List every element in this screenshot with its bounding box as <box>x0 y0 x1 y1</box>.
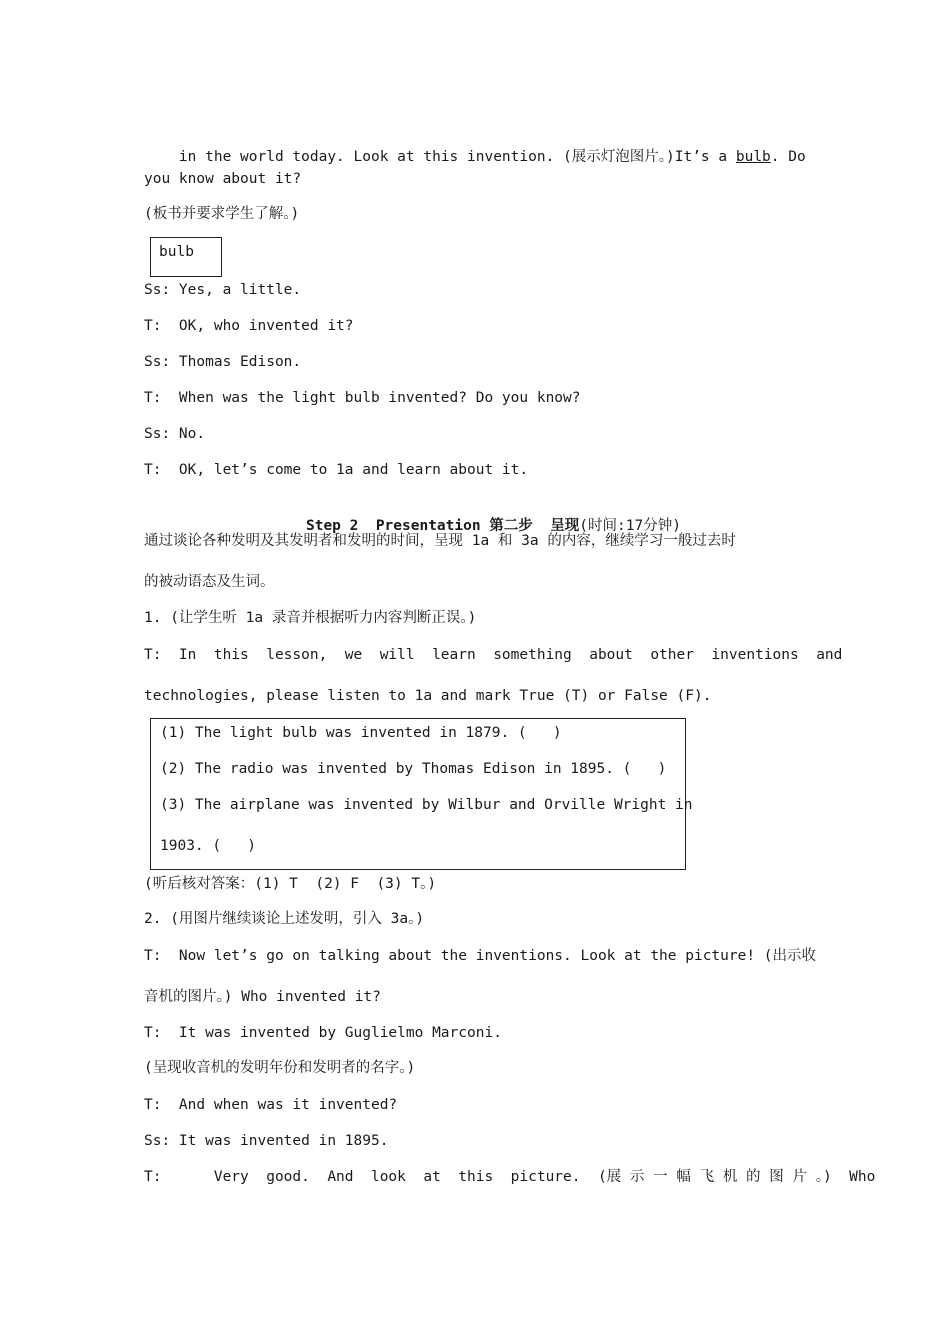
dialogue-line: T: And when was it invented? <box>144 1097 398 1113</box>
quiz-item: 1903. ( ) <box>160 838 257 854</box>
quiz-item: (3) The airplane was invented by Wilbur and Orville Wright in <box>160 797 693 813</box>
step-title: Step 2 Presentation 第二步 呈现 <box>305 518 580 534</box>
dialogue-line: T: Now let’s go on talking about the inventions. Look at the picture! (出示收 <box>144 948 817 964</box>
dialogue-line: T: OK, let’s come to 1a and learn about it. <box>144 462 529 478</box>
text-line: 2. (用图片继续谈论上述发明，引入 3a。) <box>144 911 425 927</box>
text-line: (呈现收音机的发明年份和发明者的名字。) <box>144 1060 416 1076</box>
box-text: bulb <box>159 244 194 260</box>
text-line: (听后核对答案：(1) T (2) F (3) T。) <box>144 876 437 892</box>
step-time: (时间:17分钟) <box>579 518 681 534</box>
dialogue-line: T: OK, who invented it? <box>144 318 354 334</box>
dialogue-line: T: Very good. And look at this picture. (展 示 一 幅 飞 机 的 图 片 。) Who <box>144 1169 876 1185</box>
dialogue-line: Ss: No. <box>144 426 206 442</box>
text-line: technologies, please listen to 1a and mark True (T) or False (F). <box>144 688 712 704</box>
underlined-word: bulb <box>735 149 771 165</box>
text-segment: . Do <box>770 149 806 165</box>
dialogue-line: Ss: It was invented in 1895. <box>144 1133 389 1149</box>
quiz-item: (1) The light bulb was invented in 1879. ( ) <box>160 725 562 741</box>
true-false-box <box>150 718 693 870</box>
dialogue-line: T: In this lesson, we will learn something about other inventions and <box>144 647 843 663</box>
text-line: 通过谈论各种发明及其发明者和发明的时间，呈现 1a 和 3a 的内容，继续学习一般过去时 <box>144 533 736 549</box>
blackboard-box <box>150 237 222 277</box>
text-line: 的被动语态及生词。 <box>144 574 275 590</box>
text-line: you know about it? <box>144 171 302 187</box>
text-line: 1. (让学生听 1a 录音并根据听力内容判断正误。) <box>144 610 477 626</box>
text-segment: in the world today. Look at this invention. (展示灯泡图片。)It’s a <box>178 149 736 165</box>
dialogue-line: T: It was invented by Guglielmo Marconi. <box>144 1025 502 1041</box>
dialogue-line: Ss: Thomas Edison. <box>144 354 302 370</box>
quiz-item: (2) The radio was invented by Thomas Edison in 1895. ( ) <box>160 761 667 777</box>
dialogue-line: Ss: Yes, a little. <box>144 282 302 298</box>
dialogue-line: T: When was the light bulb invented? Do you know? <box>144 390 581 406</box>
text-line: (板书并要求学生了解。) <box>144 206 300 222</box>
text-line: 音机的图片。) Who invented it? <box>144 989 381 1005</box>
